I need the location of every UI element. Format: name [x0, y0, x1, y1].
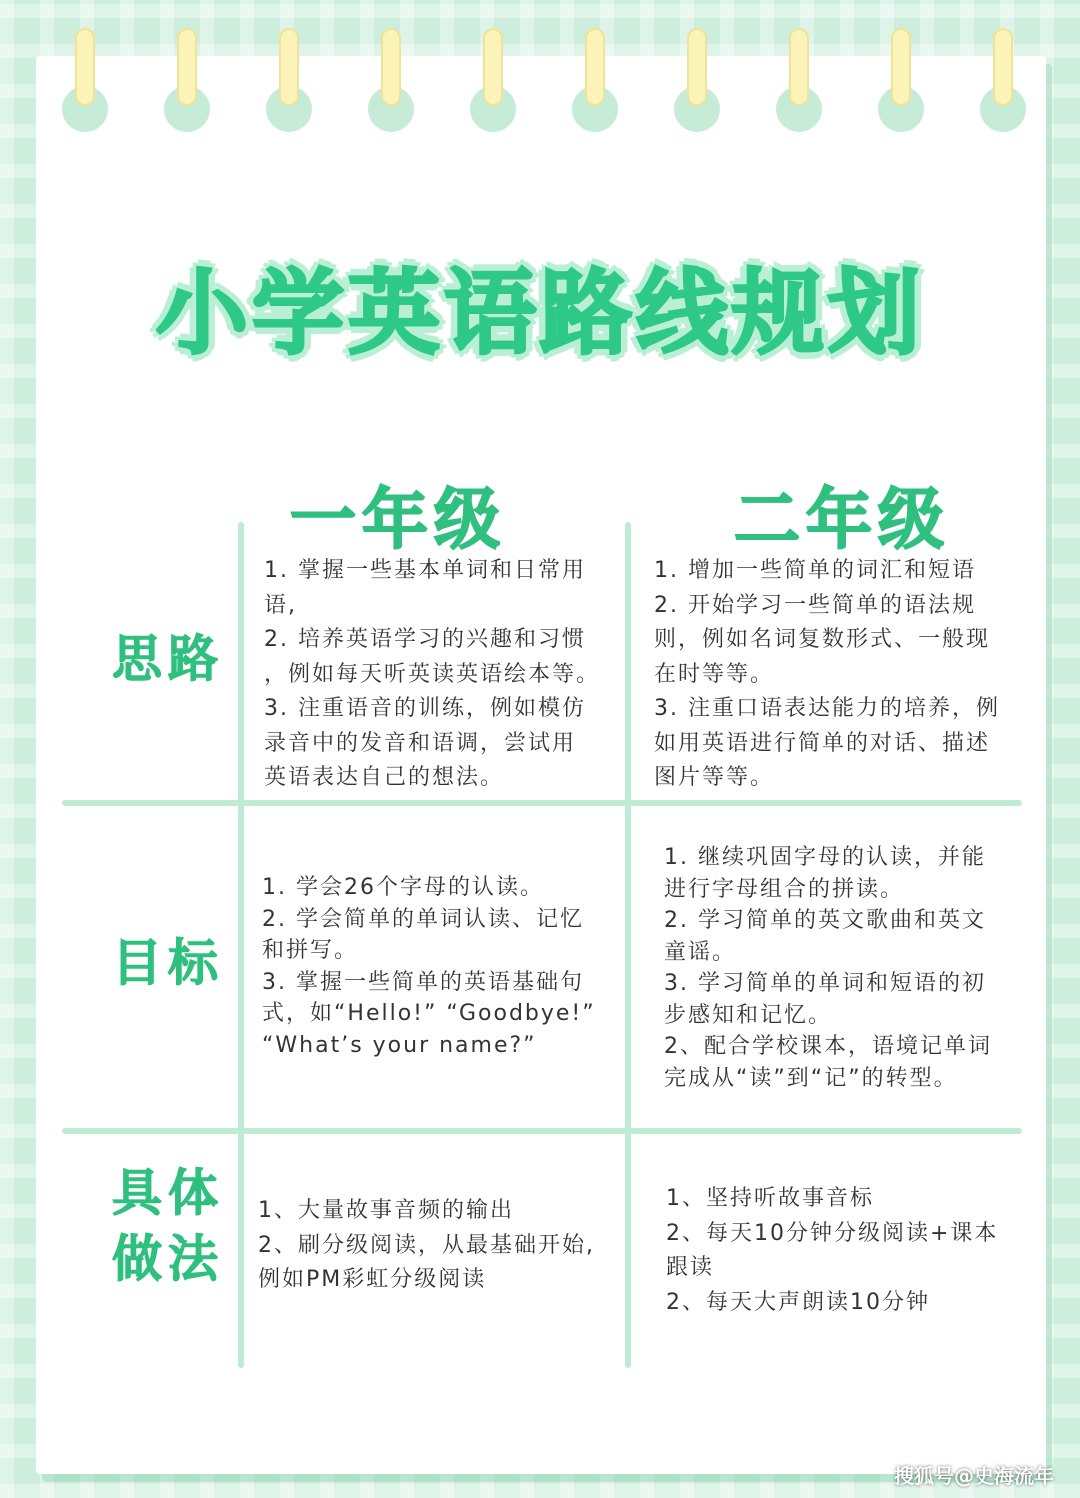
- binder-ring: [279, 28, 299, 106]
- row-header-goals: 目标: [112, 934, 224, 992]
- cell-methods-grade-2: 1、坚持听故事音标 2、每天10分钟分级阅读+课本 跟读 2、每天大声朗读10分钟: [666, 1186, 999, 1315]
- cell-approach-grade-1: 1. 掌握一些基本单词和日常用 语, 2. 培养英语学习的兴趣和习惯 ，例如每天听英读英语绘本等。 3. 注重语音的训练，例如模仿 录音中的发音和语调，尝试用 英语表达自己的想法。: [264, 558, 601, 790]
- page-title: 小学英语路线规划: [155, 260, 924, 367]
- binder-ring: [687, 28, 707, 106]
- row-header-approach: 思路: [112, 630, 224, 688]
- cell-goals-grade-2: 1. 继续巩固字母的认读，并能 进行字母组合的拼读。 2. 学习简单的英文歌曲和英文 童谣。 3. 学习简单的单词和短语的初 步感知和记忆。 2、配合学校课本，语境记单词 完成从“读”到“记”的转型。: [664, 845, 992, 1091]
- binder-ring: [177, 28, 197, 106]
- binder-ring: [75, 28, 95, 106]
- column-header-grade-1: 一年级: [290, 481, 506, 558]
- binder-ring: [789, 28, 809, 106]
- watermark: 搜狐号@史海流年: [894, 1464, 1054, 1488]
- row-header-methods: 具体 做法: [112, 1164, 224, 1288]
- binder-ring: [585, 28, 605, 106]
- grid-line-horizontal: [62, 1128, 1022, 1134]
- binder-ring: [993, 28, 1013, 106]
- cell-approach-grade-2: 1. 增加一些简单的词汇和短语 2. 开始学习一些简单的语法规 则，例如名词复数形式、一般现 在时等等。 3. 注重口语表达能力的培养，例 如用英语进行简单的对话、描述 图片等等。: [654, 558, 1000, 790]
- binder-ring: [891, 28, 911, 106]
- binder-ring: [483, 28, 503, 106]
- grid-line-horizontal: [62, 800, 1022, 806]
- cell-methods-grade-1: 1、大量故事音频的输出 2、刷分级阅读，从最基础开始, 例如PM彩虹分级阅读: [258, 1198, 595, 1292]
- cell-goals-grade-1: 1. 学会26个字母的认读。 2. 学会简单的单词认读、记忆 和拼写。 3. 掌握一些简单的英语基础句 式，如“Hello!” “Goodbye!” “What’s your name?”: [262, 875, 596, 1058]
- grid-line-vertical: [625, 522, 631, 1368]
- column-header-grade-2: 二年级: [734, 481, 950, 558]
- binder-ring: [381, 28, 401, 106]
- grid-line-vertical: [238, 522, 244, 1368]
